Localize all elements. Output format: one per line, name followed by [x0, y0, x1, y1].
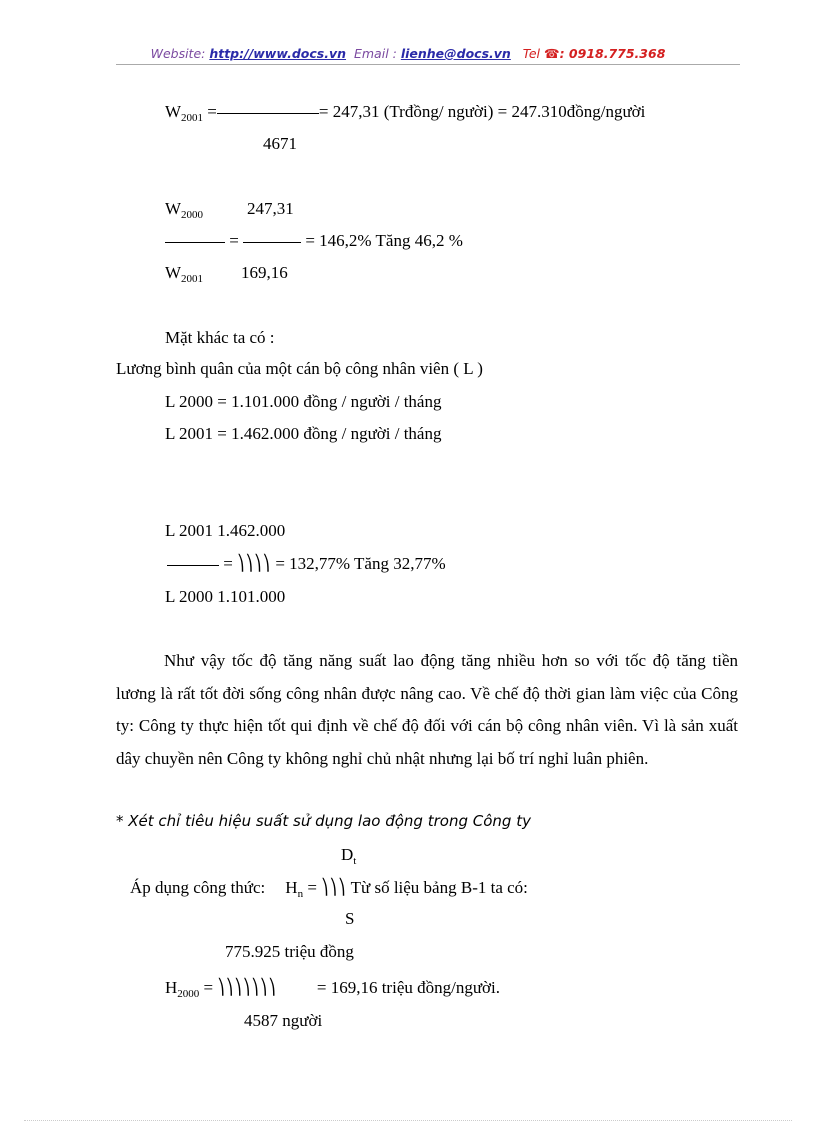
- page-header: [0, 46, 816, 61]
- fraction-bar: [165, 242, 225, 243]
- h2000-result: = 169,16 triệu đồng/người.: [316, 978, 501, 997]
- fraction-bar: [217, 113, 319, 114]
- w-top-var: W: [165, 199, 182, 218]
- w-bot-sub: 2001: [181, 273, 204, 285]
- fraction-glyphs: ⎞⎞⎞⎞: [237, 554, 272, 572]
- l-ratio-result: = 132,77% Tăng 32,77%: [271, 554, 446, 573]
- email-link[interactable]: lienhe@docs.vn: [400, 46, 511, 61]
- h2000-var: H: [165, 978, 178, 997]
- w-ratio-result: = 146,2% Tăng 46,2 %: [301, 231, 463, 250]
- formula-var: H: [285, 878, 298, 897]
- header-divider: [116, 64, 740, 65]
- formula-line: [130, 877, 528, 904]
- w-ratio-line: [165, 231, 463, 251]
- fraction-bar: [167, 565, 219, 566]
- formula-num-var: D: [341, 845, 354, 864]
- h2000-line: [165, 977, 500, 1004]
- w-top-sub: 2000: [181, 209, 204, 221]
- luong-binh-quan-text: Lương bình quân của một cán bộ công nhân viên ( L ): [116, 359, 483, 378]
- fraction-bar: [243, 242, 301, 243]
- w2001-rhs: = 247,31 (Trđồng/ người) = 247.310đồng/người: [318, 102, 646, 121]
- w2001-var: W: [165, 102, 182, 121]
- tel-group: [523, 46, 666, 61]
- footer-divider: [24, 1120, 792, 1121]
- formula-numerator: [341, 845, 356, 871]
- l-ratio-eq: =: [219, 554, 238, 573]
- body-paragraph-text: Như vậy tốc độ tăng năng suất lao động tăng nhiều hơn so với tốc độ tăng tiền lương là rất tốt đời sống công nhân được nâng cao. Về chế độ thời gian làm việc của Công ty: Công ty thực hiện tốt qui định về chế độ đối với cán bộ công nhân viên. Vì là sản xuất dây chuyền nên Công ty không nghỉ chủ nhật nhưng lại bố trí nghỉ luân phiên.: [116, 651, 738, 768]
- l2000-text: L 2000 = 1.101.000 đồng / người / tháng: [165, 392, 442, 411]
- formula-num-sub: t: [353, 855, 357, 867]
- formula-eq: =: [303, 878, 322, 897]
- body-paragraph: [116, 645, 738, 775]
- w2001-sub: 2001: [181, 112, 204, 124]
- h2000-sub: 2000: [177, 988, 200, 1000]
- h2000-eq: =: [199, 978, 218, 997]
- w2001-denominator: 4671: [263, 134, 297, 153]
- w2001-eq: =: [203, 102, 217, 121]
- formula-label: Áp dụng công thức:: [130, 878, 266, 897]
- phone-icon: ☎: [544, 46, 560, 61]
- h2000-numerator: 775.925 triệu đồng: [225, 942, 354, 961]
- phone-number: : 0918.775.368: [559, 46, 666, 61]
- w-bot-var: W: [165, 263, 182, 282]
- l2001-text: L 2001 = 1.462.000 đồng / người / tháng: [165, 424, 442, 443]
- mat-khac-text: Mặt khác ta có :: [165, 328, 275, 347]
- fraction-glyphs: ⎞⎞⎞⎞⎞⎞⎞: [217, 978, 277, 996]
- formula-after: Từ số liệu bảng B-1 ta có:: [346, 878, 528, 897]
- tel-label: Tel: [522, 46, 544, 61]
- section-heading-italic: * Xét chỉ tiêu hiệu suất sử dụng lao động trong Công ty: [116, 812, 531, 830]
- email-label: Email :: [353, 46, 401, 61]
- l-ratio-top: L 2001 1.462.000: [165, 521, 286, 540]
- l-ratio-bottom: L 2000 1.101.000: [165, 587, 286, 606]
- fraction-glyphs: ⎞⎞⎞: [321, 878, 347, 896]
- w-ratio-bottom: [165, 263, 288, 289]
- h2000-denominator: 4587 người: [244, 1011, 323, 1030]
- l-ratio-line: [167, 553, 446, 574]
- formula-var-sub: n: [297, 888, 304, 900]
- w-ratio-top: [165, 199, 294, 225]
- w-bot-val: 169,16: [241, 263, 288, 282]
- w-ratio-eq: =: [225, 231, 244, 250]
- formula-denominator: S: [345, 909, 355, 928]
- website-label: Website:: [150, 46, 210, 61]
- w-top-val: 247,31: [247, 199, 294, 218]
- w2001-equation: [165, 102, 645, 128]
- website-link[interactable]: http://www.docs.vn: [209, 46, 347, 61]
